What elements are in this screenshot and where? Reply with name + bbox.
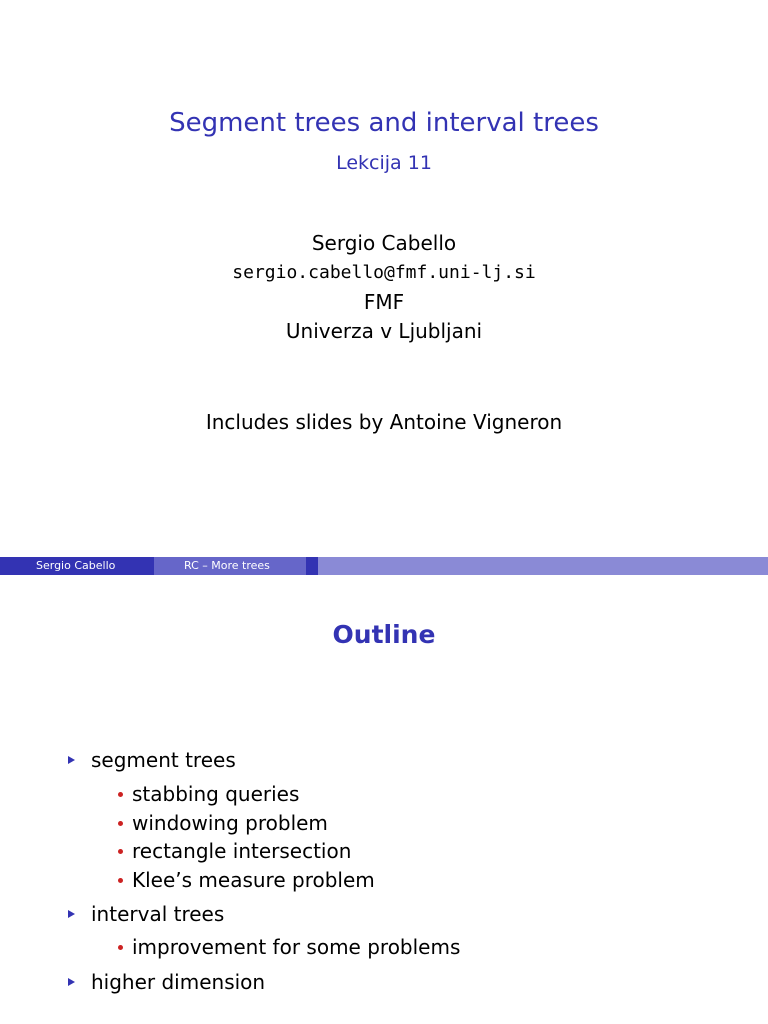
slide-title: Segment trees and interval trees (169, 108, 599, 138)
institution: FMF (363, 290, 405, 314)
triangle-bullet-icon (68, 978, 75, 986)
footer-title: RC – More trees (154, 557, 306, 575)
outline-subitem (118, 811, 328, 835)
outline-subitem-label: windowing problem (132, 811, 328, 835)
outline-subitem (118, 935, 460, 959)
dot-bullet-icon (118, 878, 123, 883)
credits-line: Includes slides by Antoine Vigneron (205, 410, 563, 434)
university: Univerza v Ljubljani (285, 319, 483, 343)
outline-title: Outline (332, 620, 436, 649)
outline-slide (0, 576, 768, 1024)
slide-subtitle: Lekcija 11 (336, 152, 432, 174)
outline-item (68, 970, 265, 994)
outline-subitem-label: stabbing queries (132, 782, 300, 806)
outline-subitem (118, 839, 351, 863)
outline-item-label: higher dimension (91, 970, 266, 994)
triangle-bullet-icon (68, 756, 75, 764)
footer-bar (318, 557, 768, 575)
author-email: sergio.cabello@fmf.uni-lj.si (232, 262, 536, 283)
dot-bullet-icon (118, 849, 123, 854)
outline-subitem-label: rectangle intersection (132, 839, 352, 863)
footer-author: Sergio Cabello (0, 557, 154, 575)
dot-bullet-icon (118, 821, 123, 826)
outline-subitem-label: Klee’s measure problem (132, 868, 375, 892)
slide-footer (0, 557, 768, 575)
triangle-bullet-icon (68, 910, 75, 918)
outline-subitem (118, 782, 299, 806)
dot-bullet-icon (118, 792, 123, 797)
outline-subitem (118, 868, 375, 892)
outline-item (68, 902, 224, 926)
dot-bullet-icon (118, 945, 123, 950)
author-name: Sergio Cabello (311, 231, 457, 255)
outline-subitem-label: improvement for some problems (132, 935, 461, 959)
outline-item-label: segment trees (91, 748, 236, 772)
outline-item (68, 748, 236, 772)
outline-item-label: interval trees (91, 902, 225, 926)
footer-progress-marker (306, 557, 318, 575)
